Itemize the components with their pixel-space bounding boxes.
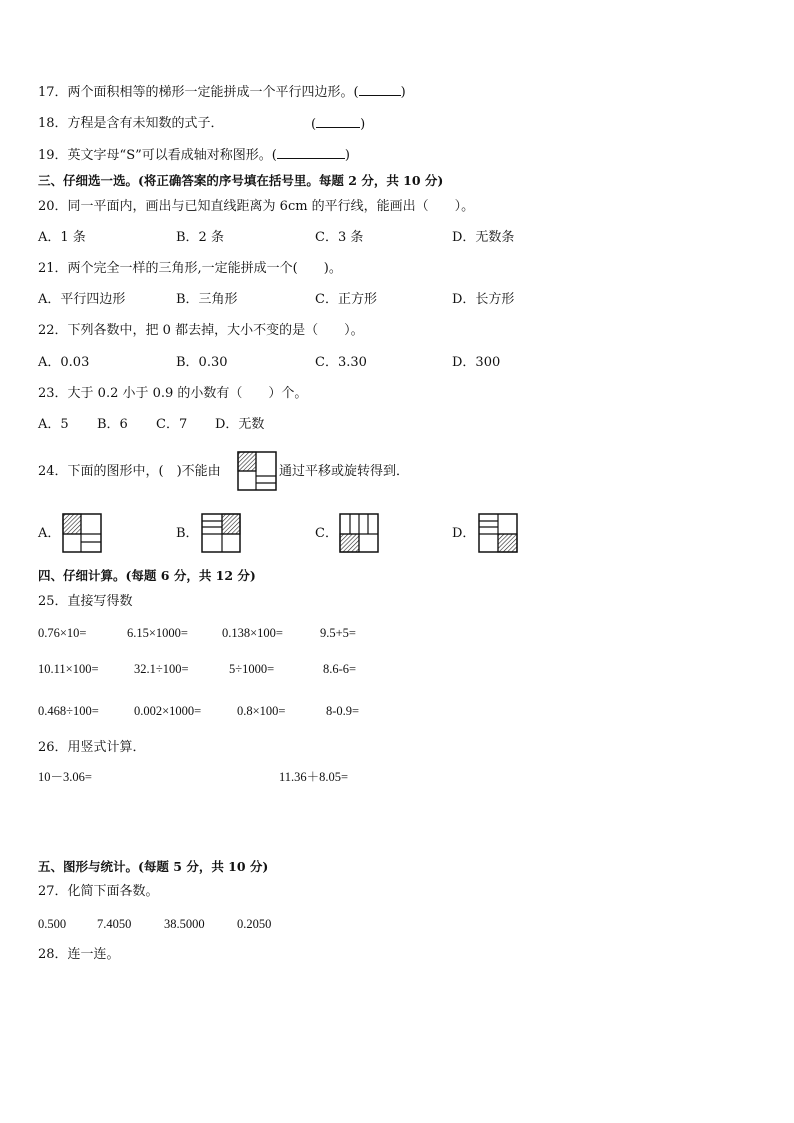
q20-option-a[interactable]: A．1 条 <box>38 230 86 245</box>
question-19: 19．英文字母“S”可以看成轴对称图形。( ) <box>38 148 350 163</box>
calc-item: 0.138×100= <box>222 626 283 640</box>
answer-blank[interactable] <box>277 146 345 159</box>
section-5-title: 五、图形与统计。(每题 5 分，共 10 分) <box>38 859 269 874</box>
question-19-text: 19．英文字母“S”可以看成轴对称图形。( <box>38 148 277 163</box>
question-23: 23．大于 0.2 小于 0.9 的小数有（ ）个。 <box>38 386 308 401</box>
calc-item: 8-0.9= <box>326 704 360 718</box>
question-27: 27．化简下面各数。 <box>38 884 159 899</box>
calc-item: 0.468÷100= <box>38 704 99 718</box>
q23-option-d[interactable]: D．无数 <box>215 417 265 432</box>
calc-item: 8.6-6= <box>323 662 357 676</box>
answer-blank[interactable] <box>359 83 401 96</box>
q23-option-c[interactable]: C．7 <box>156 417 188 432</box>
section-4-title: 四、仔细计算。(每题 6 分，共 12 分) <box>38 568 256 583</box>
question-17: 17．两个面积相等的梯形一定能拼成一个平行四边形。( ) <box>38 85 406 100</box>
q22-option-b[interactable]: B．0.30 <box>176 355 228 370</box>
question-18 <box>38 115 224 133</box>
q24-option-d-figure[interactable] <box>478 513 518 553</box>
number-item: 0.500 <box>38 917 67 931</box>
q24-option-a[interactable]: A． <box>38 526 61 541</box>
q21-option-a[interactable]: A．平行四边形 <box>38 292 126 307</box>
question-18-answer: ( ) <box>311 117 366 132</box>
q23-option-a[interactable]: A．5 <box>38 417 69 432</box>
calc-item: 6.15×1000= <box>127 626 188 640</box>
q22-option-c[interactable]: C．3.30 <box>315 355 367 370</box>
question-25: 25．直接写得数 <box>38 594 133 609</box>
q24-option-c-figure[interactable] <box>339 513 379 553</box>
calc-item: 5÷1000= <box>229 662 275 676</box>
calc-item: 0.8×100= <box>237 704 286 718</box>
q20-option-b[interactable]: B．2 条 <box>176 230 224 245</box>
q24-option-a-figure[interactable] <box>62 513 102 553</box>
number-item: 7.4050 <box>97 917 132 931</box>
question-21: 21．两个完全一样的三角形,一定能拼成一个( )。 <box>38 261 342 276</box>
number-item: 38.5000 <box>164 917 205 931</box>
calc-item: 0.002×1000= <box>134 704 202 718</box>
calc-item: 9.5+5= <box>320 626 356 640</box>
vertical-calc-item: 10－3.06= <box>38 770 92 784</box>
number-item: 0.2050 <box>237 917 272 931</box>
question-18-text: 18．方程是含有未知数的式子． <box>38 116 224 131</box>
q21-option-c[interactable]: C．正方形 <box>315 292 377 307</box>
calc-item: 32.1÷100= <box>134 662 189 676</box>
answer-blank[interactable] <box>316 115 360 128</box>
q20-option-d[interactable]: D．无数条 <box>452 230 515 245</box>
q23-option-b[interactable]: B．6 <box>97 417 128 432</box>
question-17-text: 17．两个面积相等的梯形一定能拼成一个平行四边形。( <box>38 85 359 100</box>
q24-reference-figure <box>237 451 277 491</box>
q22-option-d[interactable]: D．300 <box>452 355 501 370</box>
q21-option-b[interactable]: B．三角形 <box>176 292 238 307</box>
question-24-text-after: 通过平移或旋转得到． <box>279 464 410 479</box>
q22-option-a[interactable]: A．0.03 <box>38 355 90 370</box>
question-28: 28．连一连。 <box>38 947 120 962</box>
q24-option-c[interactable]: C． <box>315 526 338 541</box>
q20-option-c[interactable]: C．3 条 <box>315 230 364 245</box>
q21-option-d[interactable]: D．长方形 <box>452 292 515 307</box>
question-26: 26．用竖式计算． <box>38 740 146 755</box>
section-3-title: 三、仔细选一选。(将正确答案的序号填在括号里。每题 2 分，共 10 分) <box>38 173 444 188</box>
calc-item: 0.76×10= <box>38 626 87 640</box>
question-22: 22．下列各数中，把 0 都去掉，大小不变的是（ ）。 <box>38 323 364 338</box>
q24-option-b[interactable]: B． <box>176 526 199 541</box>
question-20: 20．同一平面内，画出与已知直线距离为 6cm 的平行线，能画出（ ）。 <box>38 199 475 214</box>
q24-option-d[interactable]: D． <box>452 526 476 541</box>
q24-option-b-figure[interactable] <box>201 513 241 553</box>
question-24-text-before: 24．下面的图形中，( )不能由 <box>38 464 221 479</box>
calc-item: 10.11×100= <box>38 662 99 676</box>
vertical-calc-item: 11.36＋8.05= <box>279 770 349 784</box>
